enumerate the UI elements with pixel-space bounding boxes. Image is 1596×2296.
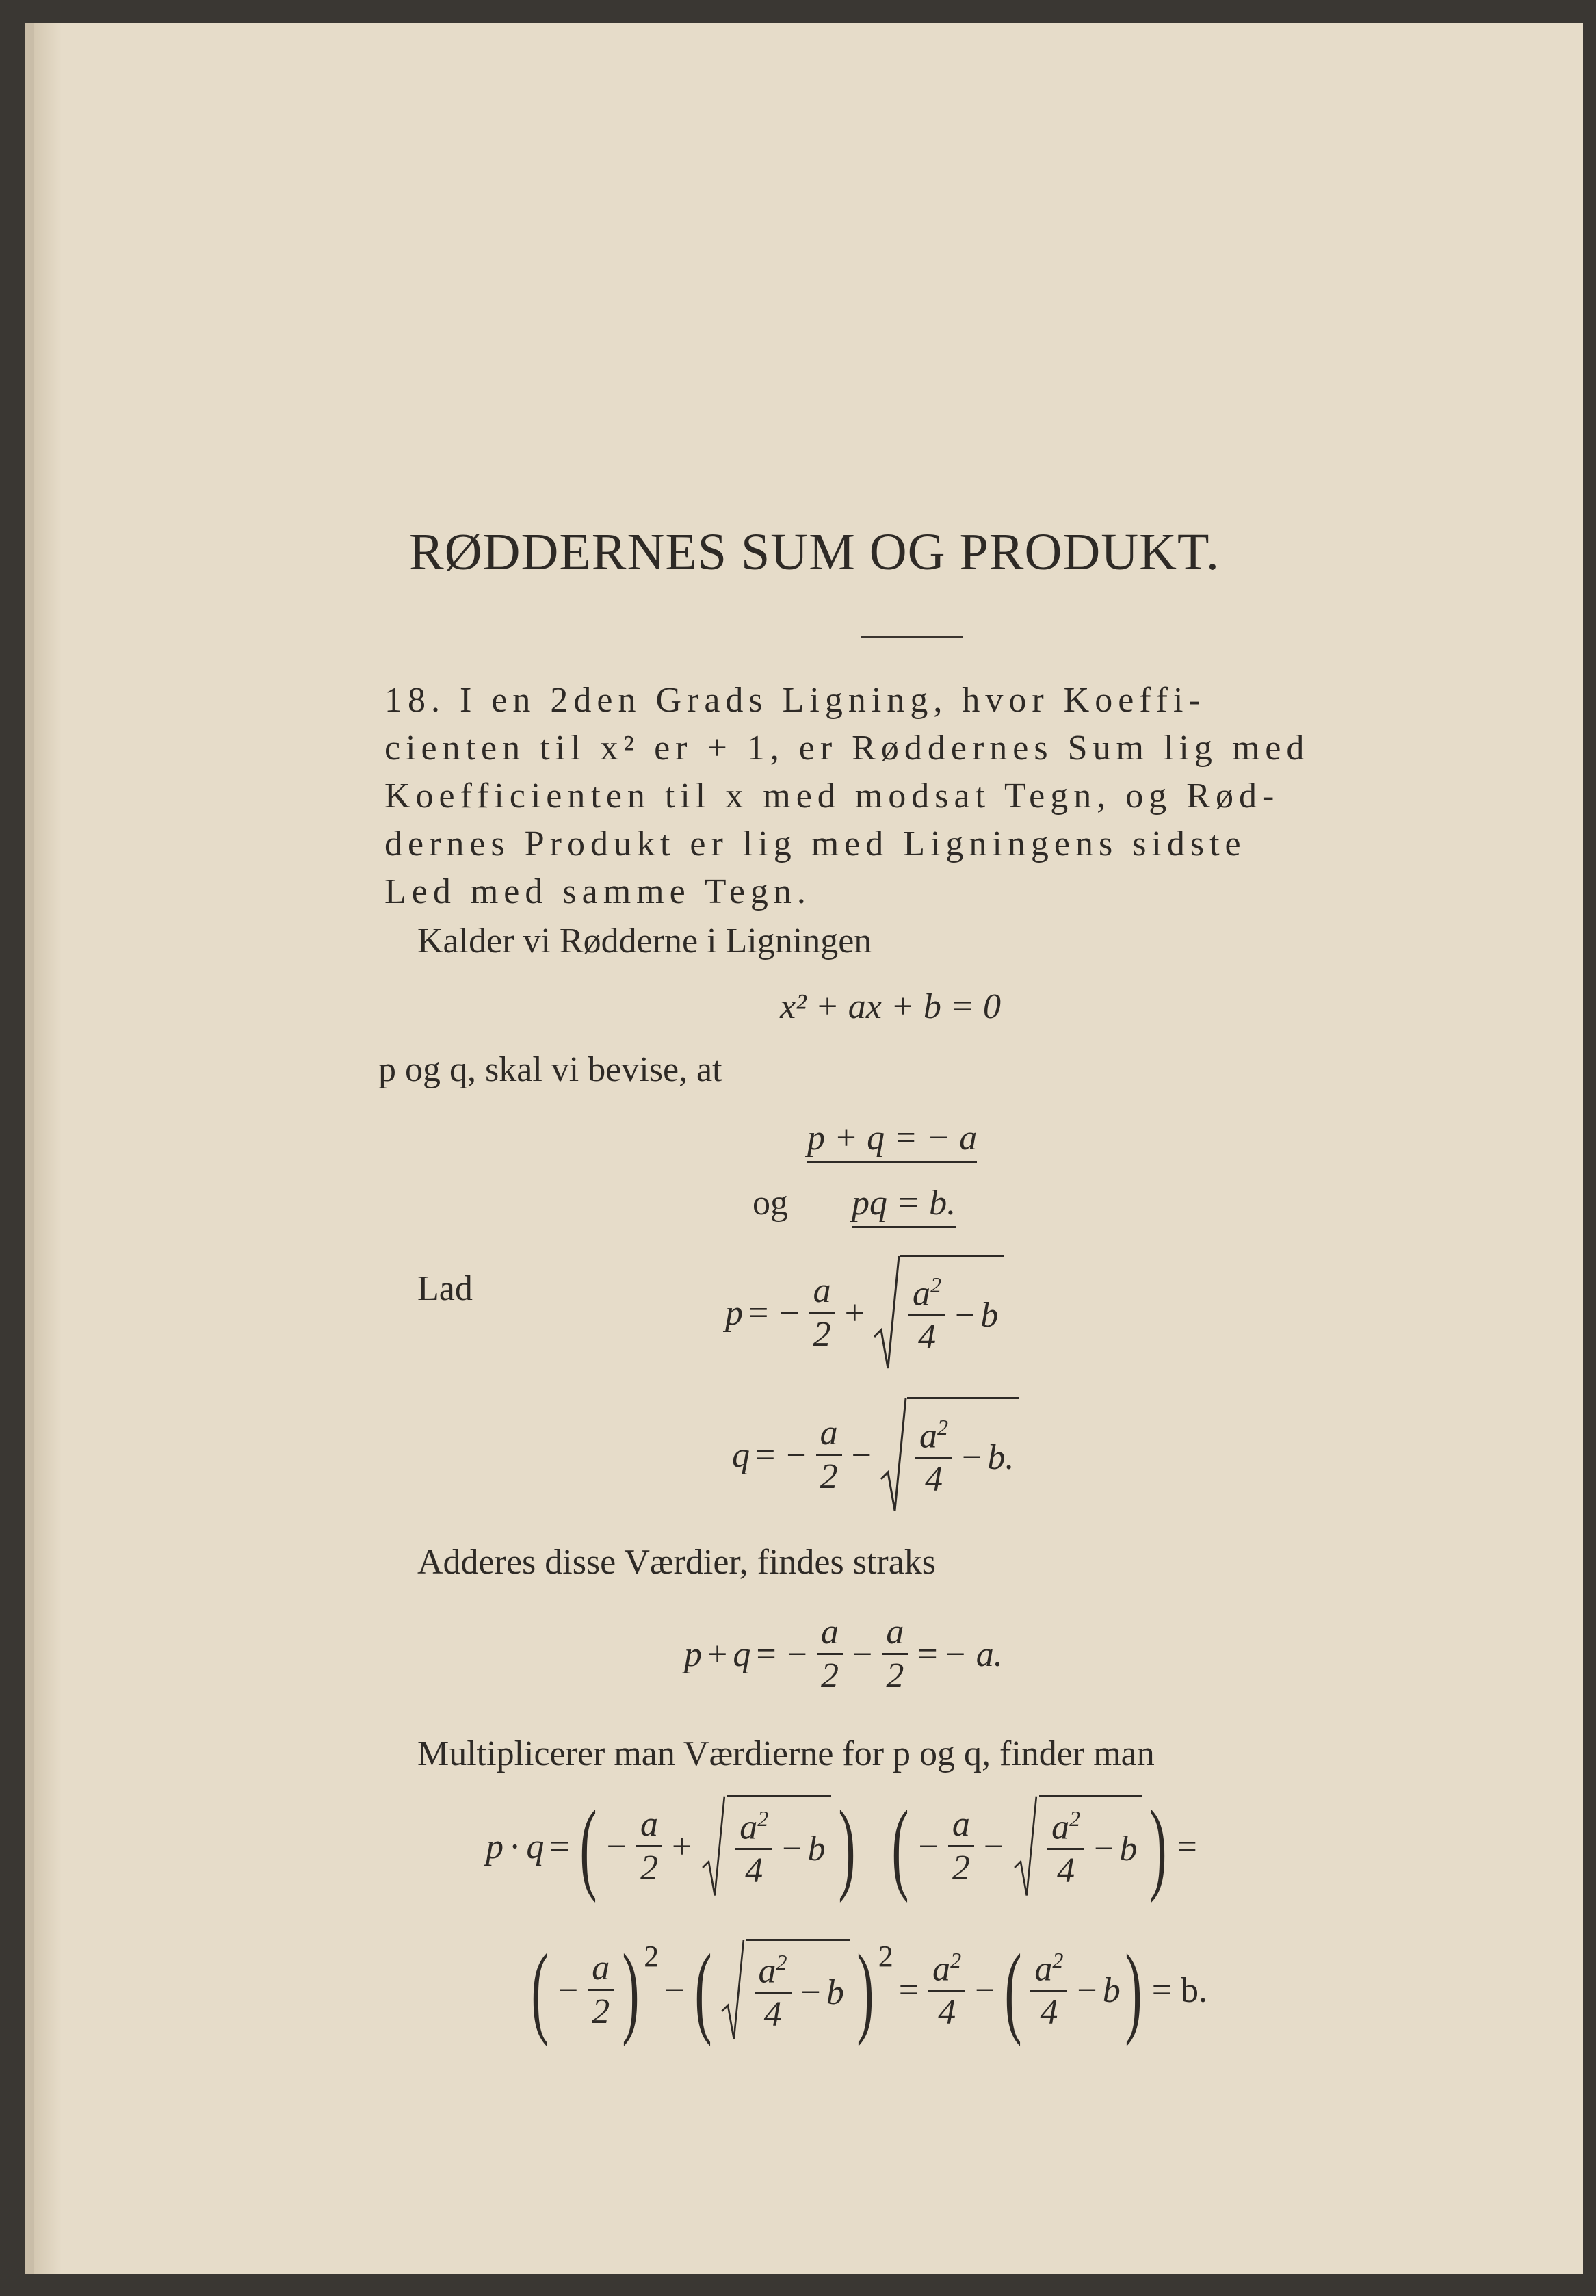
og-label: og	[753, 1184, 788, 1223]
para3: p og q, skal vi bevise, at	[378, 1050, 722, 1089]
para1-line5: Led med samme Tegn.	[384, 872, 811, 911]
para2: Kalder vi Rødderne i Ligningen	[417, 922, 872, 961]
para1-line2: cienten til x² er + 1, er Røddernes Sum lig med	[384, 729, 1310, 768]
para1-line4: dernes Produkt er lig med Ligningens sidste	[384, 824, 1246, 863]
para1-line3: Koefficienten til x med modsat Tegn, og Rød-	[384, 777, 1280, 816]
radical-sign	[719, 1939, 746, 2041]
title-divider	[861, 636, 963, 638]
radical-sign	[700, 1795, 727, 1898]
book-page	[25, 23, 1583, 2274]
para1-text-1: I en 2den Grads Ligning, hvor Koeffi-	[460, 681, 1206, 720]
equation-quadratic: x² + ax + b = 0	[780, 987, 1002, 1026]
equation-q: q = − $\frac{a}{2}$ − $\frac{a^2}{4}$ − b.	[732, 1397, 1022, 1513]
equation-product: pq = b.	[852, 1183, 956, 1228]
equation-product-line1: p · q = ( − $\frac{a}{2}$ + $\frac{a^2}{4}$ − b ) ( − $\frac{a}{2}$ − $\frac{a^2}{4}$ − b ) =	[486, 1790, 1197, 1903]
equation-product-line2: ( − $\frac{a}{2}$ ) $^2$ − ( $\frac{a^2}{4}$ − b ) $^2$ = $\frac{a^2}{4}$ − ( $\frac{a^2}{4}$ − b ) = b.	[531, 1933, 1208, 2047]
para4: Adderes disse Værdier, findes straks	[417, 1543, 937, 1582]
equation-sum: p + q = − a	[807, 1118, 977, 1163]
equation-p: p = − $\frac{a}{2}$ + $\frac{a^2}{4}$ − b	[725, 1255, 1006, 1371]
radical-sign	[873, 1255, 900, 1371]
para-number: 18.	[384, 681, 445, 720]
page-title: RØDDERNES SUM OG PRODUKT.	[409, 523, 1220, 581]
radical-sign	[880, 1397, 907, 1513]
para1-line1	[384, 680, 1206, 720]
equation-sum-result: p + q = − $\frac{a}{2}$ − $\frac{a}{2}$ = − a.	[684, 1613, 1003, 1695]
lad-label: Lad	[417, 1269, 473, 1308]
para5: Multiplicerer man Værdierne for p og q, finder man	[417, 1734, 1155, 1773]
radical-sign	[1012, 1795, 1039, 1898]
